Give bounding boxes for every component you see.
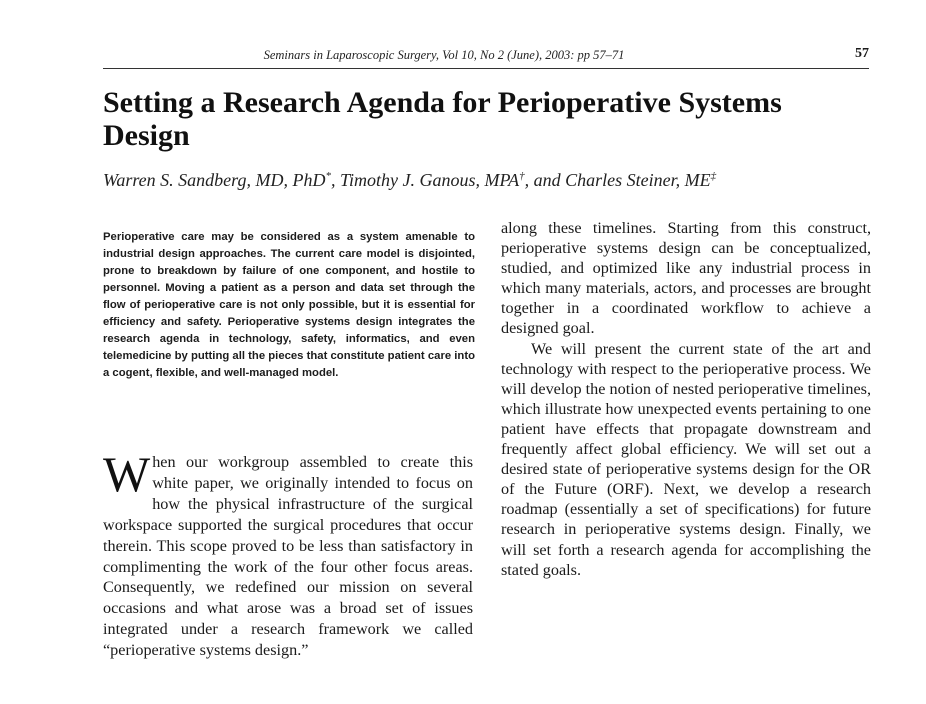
article-title: Setting a Research Agenda for Perioperative Systems Design	[103, 86, 782, 152]
author-mark-2: †	[519, 170, 525, 182]
page-number: 57	[855, 46, 869, 61]
body-right-column	[501, 218, 871, 580]
author-mark-3: ‡	[710, 170, 717, 182]
drop-cap: W	[103, 452, 151, 502]
journal-citation: Seminars in Laparoscopic Surgery, Vol 10, No 2 (June), 2003: pp 57–71	[263, 48, 625, 62]
body-paragraph-1: along these timelines. Starting from this construct, perioperative systems design can be conceptualized, studied, and optimized like any industrial process in which many materials, actors, and processes are brought together in a coordinated workflow to achieve a designed goal.	[501, 219, 871, 338]
body-left-column	[103, 452, 473, 666]
author-ganous: , Timothy J. Ganous, MPA	[331, 170, 520, 190]
body-left-text: hen our workgroup assembled to create this white paper, we originally intended to focus on how the physical infrastructure of the surgical workspace supported the surgical procedures that occur therein. This scope proved to be less than satisfactory in complimenting the work of the four other focus areas. Consequently, we redefined our mission on several occasions and what arose was a broad set of issues integrated under a research framework we called “perioperative systems design.”	[103, 453, 473, 660]
author-sandberg: Warren S. Sandberg, MD, PhD	[103, 170, 326, 190]
abstract: Perioperative care may be considered as a system amenable to industrial design approaches. The current care model is disjointed, prone to breakdown by failure of one component, and hostile to personnel. Moving a patient as a person and data set through the flow of perioperative care is not only possible, but it is essential for efficiency and safety. Perioperative systems design integrates the research agenda in technology, safety, informatics, and even telemedicine by putting all the pieces that constitute patient care into a cogent, flexible, and well-managed model.	[103, 231, 475, 379]
author-steiner: , and Charles Steiner, ME	[524, 170, 711, 190]
author-list	[103, 170, 873, 191]
running-header	[103, 46, 869, 69]
body-paragraph-2: We will present the current state of the art and technology with respect to the perioperative process. We will develop the notion of nested perioperative timelines, which illustrate how unexpected events pertaining to one patient have effects that propagate downstream and frequently affect global efficiency. We will set out a desired state of perioperative systems design for the OR of the Future (ORF). Next, we develop a research roadmap (essentially a set of specifications) for future research in perioperative systems design. Finally, we will set forth a research agenda for accomplishing the stated goals.	[501, 339, 871, 579]
author-mark-1: *	[325, 170, 331, 182]
